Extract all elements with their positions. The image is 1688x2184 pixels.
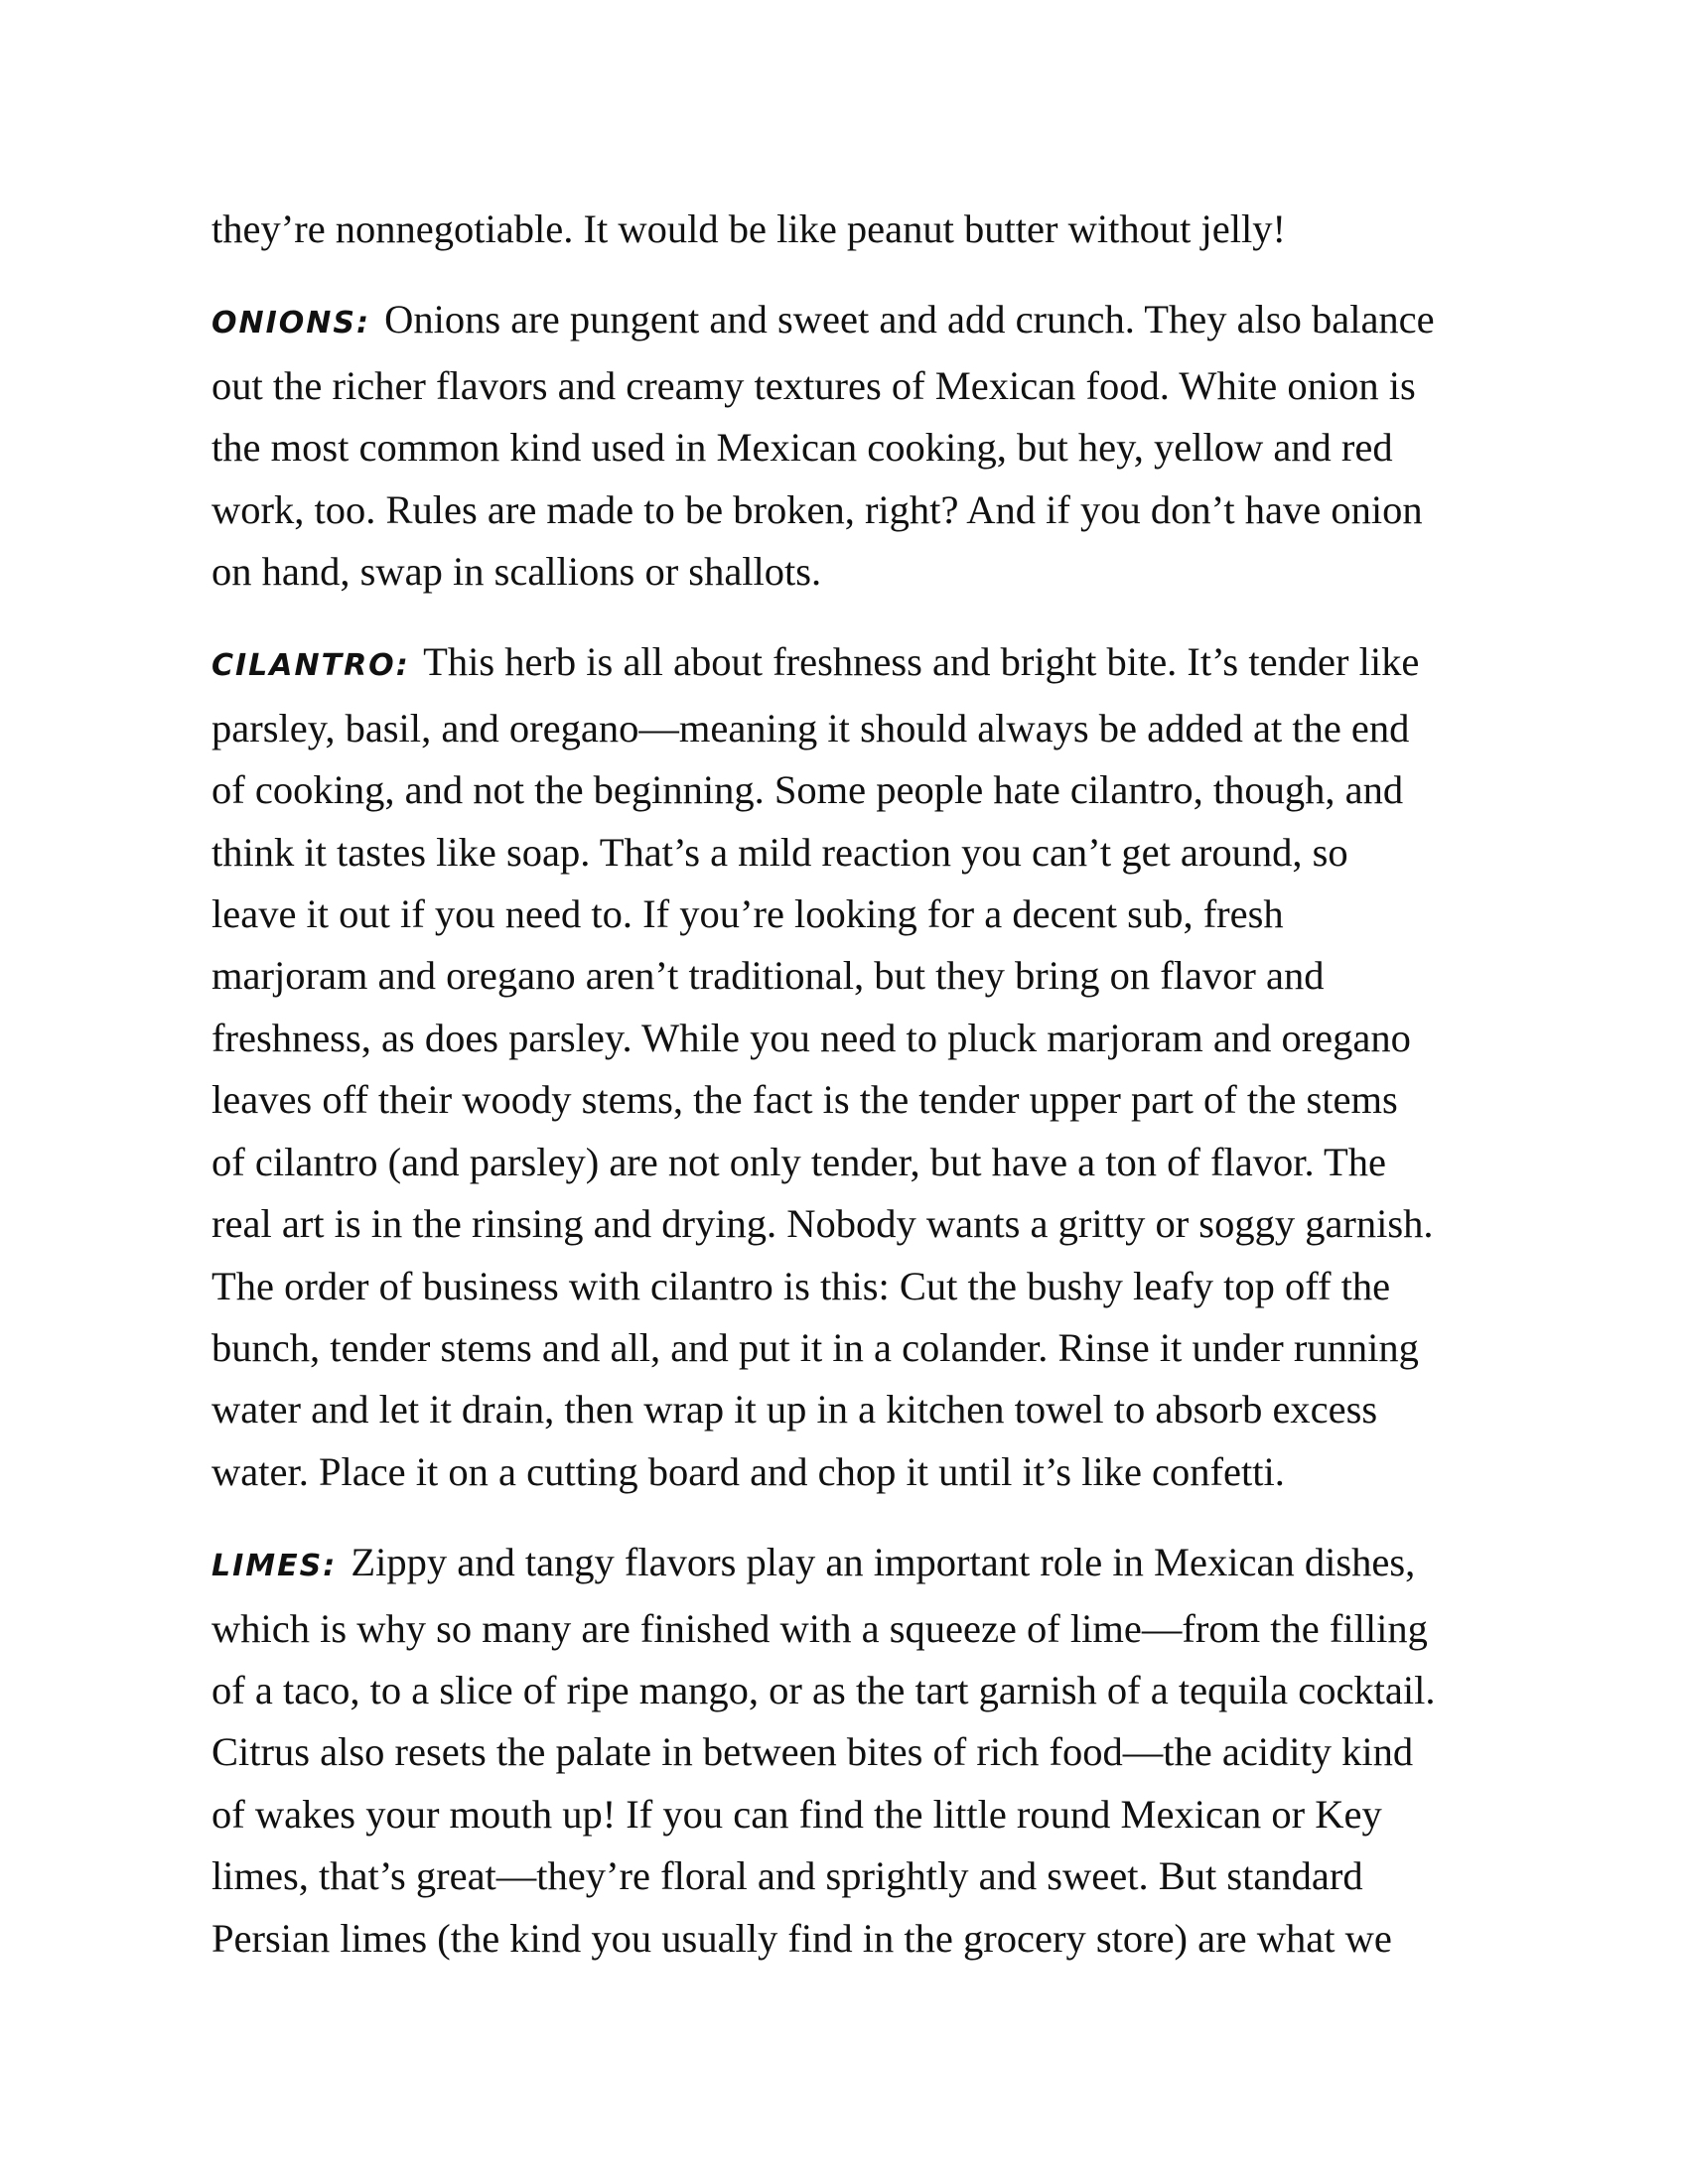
text-line bbox=[211, 1532, 1492, 1597]
section-term-cilantro: CILANTRO: bbox=[211, 648, 410, 684]
text-line: they’re nonnegotiable. It would be like peanut butter without jelly! bbox=[211, 206, 1286, 251]
cilantro-paragraph bbox=[211, 631, 1492, 1503]
text-line: of cooking, and not the beginning. Some people hate cilantro, though, and bbox=[211, 767, 1404, 813]
text-line: Citrus also resets the palate in between bites of rich food—the acidity kind bbox=[211, 1729, 1414, 1775]
text-line: real art is in the rinsing and drying. Nobody wants a gritty or soggy garnish. bbox=[211, 1201, 1434, 1247]
text-line: work, too. Rules are made to be broken, right? And if you don’t have onion bbox=[211, 486, 1423, 532]
text-line-content: Zippy and tangy flavors play an important role in Mexican dishes, bbox=[351, 1540, 1416, 1585]
limes-paragraph bbox=[211, 1532, 1492, 1970]
text-line: limes, that’s great—they’re floral and sprightly and sweet. But standard bbox=[211, 1853, 1363, 1899]
text-line: which is why so many are finished with a squeeze of lime—from the filling bbox=[211, 1605, 1428, 1651]
text-line: freshness, as does parsley. While you need to pluck marjoram and oregano bbox=[211, 1015, 1411, 1060]
text-line bbox=[211, 289, 1492, 354]
text-line: think it tastes like soap. That’s a mild reaction you can’t get around, so bbox=[211, 829, 1348, 875]
onions-paragraph bbox=[211, 289, 1492, 603]
intro-paragraph bbox=[211, 199, 1492, 260]
text-line bbox=[211, 631, 1492, 697]
text-line-content: Onions are pungent and sweet and add crunch. They also balance bbox=[384, 297, 1435, 342]
text-line: on hand, swap in scallions or shallots. bbox=[211, 549, 822, 595]
text-line: the most common kind used in Mexican cooking, but hey, yellow and red bbox=[211, 425, 1393, 471]
text-line-content: This herb is all about freshness and bright bite. It’s tender like bbox=[423, 639, 1420, 685]
text-line: Persian limes (the kind you usually find in the grocery store) are what we bbox=[211, 1915, 1392, 1961]
page-body bbox=[211, 199, 1492, 1998]
section-term-limes: LIMES: bbox=[211, 1549, 338, 1584]
text-line: out the richer flavors and creamy textures of Mexican food. White onion is bbox=[211, 362, 1416, 408]
text-line: marjoram and oregano aren’t traditional, but they bring on flavor and bbox=[211, 953, 1325, 999]
text-line: bunch, tender stems and all, and put it in a colander. Rinse it under running bbox=[211, 1324, 1419, 1370]
section-term-onions: ONIONS: bbox=[211, 306, 370, 341]
text-line: leave it out if you need to. If you’re looking for a decent sub, fresh bbox=[211, 891, 1284, 937]
text-line: water and let it drain, then wrap it up in a kitchen towel to absorb excess bbox=[211, 1387, 1378, 1433]
text-line: water. Place it on a cutting board and chop it until it’s like confetti. bbox=[211, 1448, 1285, 1494]
text-line: The order of business with cilantro is this: Cut the bushy leafy top off the bbox=[211, 1263, 1391, 1308]
text-line: parsley, basil, and oregano—meaning it should always be added at the end bbox=[211, 705, 1410, 751]
text-line: leaves off their woody stems, the fact is the tender upper part of the stems bbox=[211, 1077, 1398, 1123]
text-line: of a taco, to a slice of ripe mango, or as the tart garnish of a tequila cocktail. bbox=[211, 1667, 1436, 1712]
text-line: of wakes your mouth up! If you can find the little round Mexican or Key bbox=[211, 1791, 1382, 1837]
text-line: of cilantro (and parsley) are not only tender, but have a ton of flavor. The bbox=[211, 1139, 1386, 1184]
